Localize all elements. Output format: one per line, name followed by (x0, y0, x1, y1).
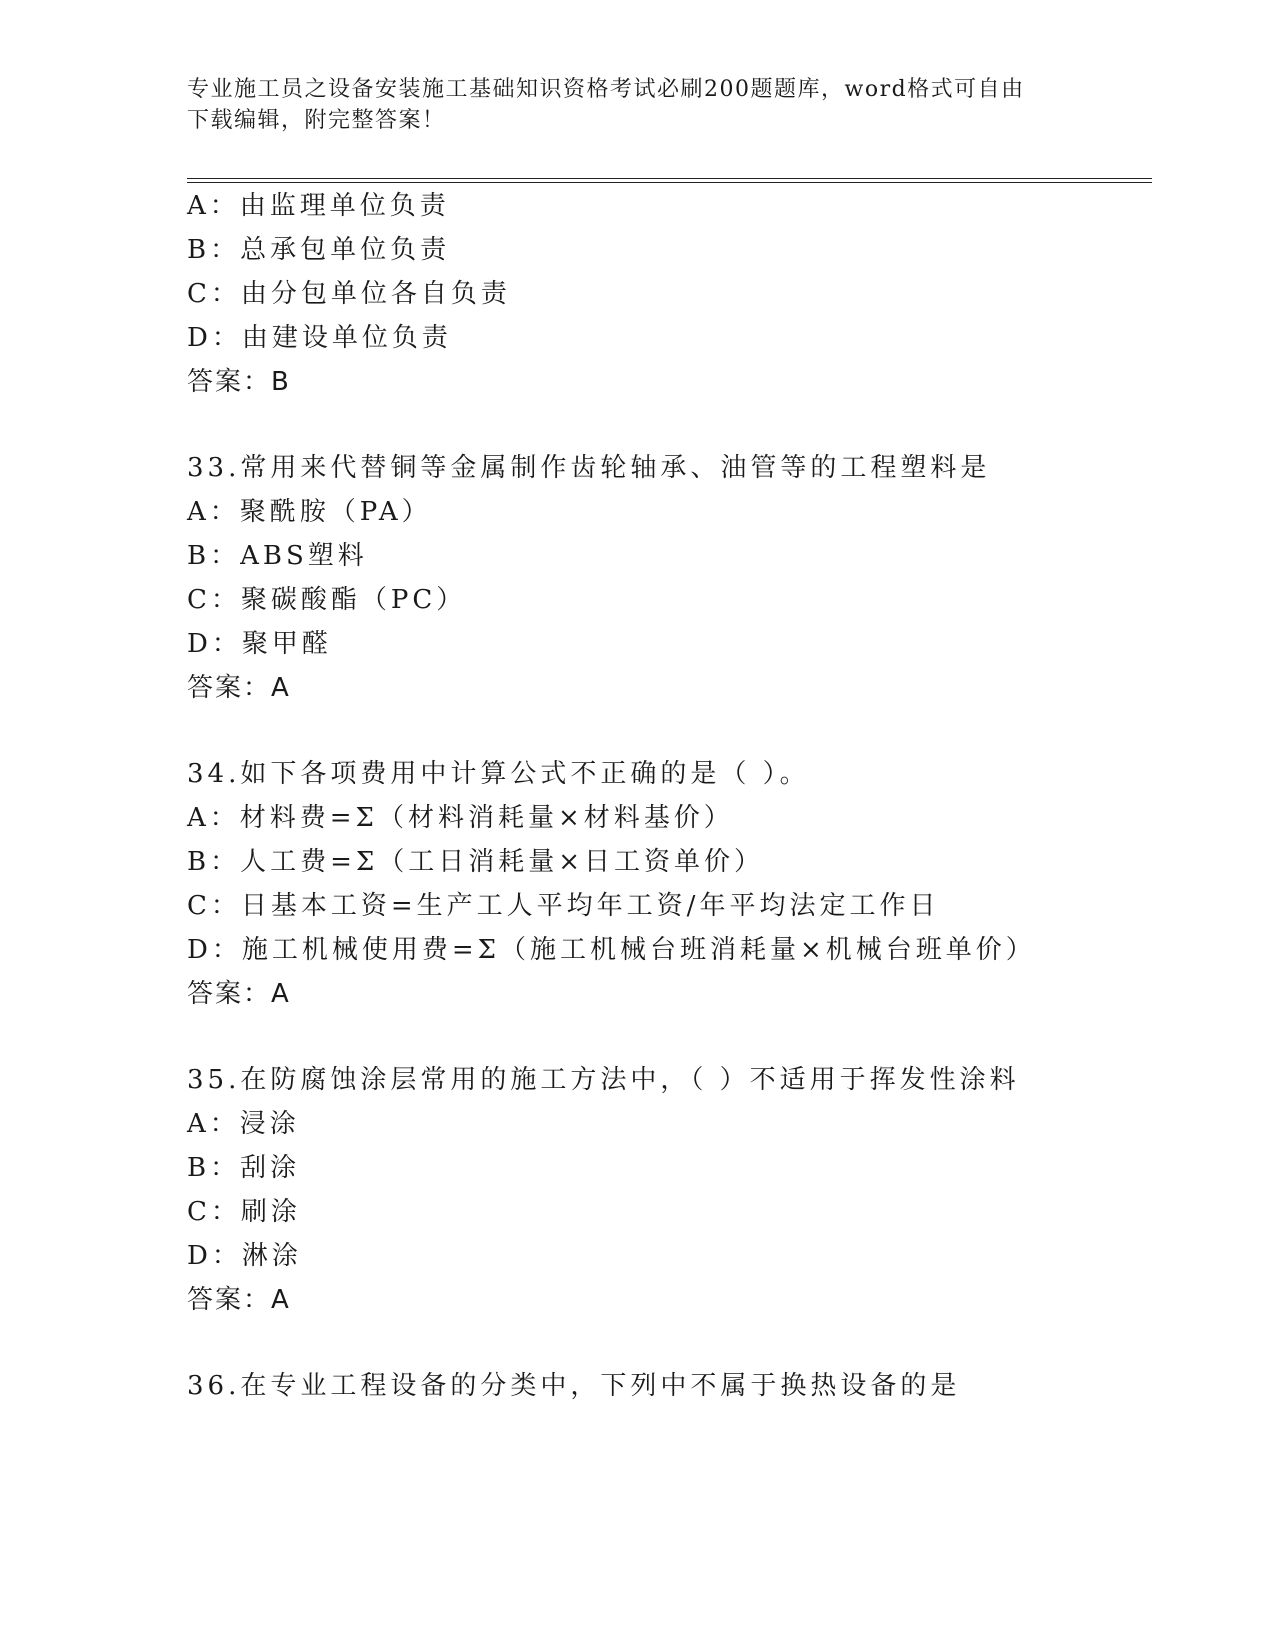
q34-option-b: B：人工费=Σ（工日消耗量×日工资单价） (187, 847, 765, 877)
q34-answer: 答案：A (187, 979, 291, 1009)
q32-answer: 答案：B (187, 367, 291, 397)
q33-option-b: B：ABS塑料 (187, 541, 368, 571)
q35-question: 35.在防腐蚀涂层常用的施工方法中，（ ）不适用于挥发性涂料 (187, 1065, 1020, 1095)
q35-option-b: B：刮涂 (187, 1153, 301, 1183)
q32-option-d: D：由建设单位负责 (187, 323, 452, 353)
header-line-2: 下载编辑，附完整答案！ (187, 108, 446, 133)
q33-option-d: D：聚甲醛 (187, 629, 332, 659)
q32-option-a: A：由监理单位负责 (187, 191, 450, 221)
q32-option-b: B：总承包单位负责 (187, 235, 451, 265)
header-line-1: 专业施工员之设备安装施工基础知识资格考试必刷200题题库，word格式可自由 (187, 77, 1025, 102)
q33-option-a: A：聚酰胺（PA） (187, 497, 432, 527)
q36-question: 36.在专业工程设备的分类中，下列中不属于换热设备的是 (187, 1371, 961, 1401)
q34-option-d: D：施工机械使用费=Σ（施工机械台班消耗量×机械台班单价） (187, 935, 1036, 965)
header-divider-top (187, 178, 1152, 179)
document-header (187, 74, 1087, 136)
q32-option-c: C：由分包单位各自负责 (187, 279, 511, 309)
q35-option-a: A：浸涂 (187, 1109, 300, 1139)
q35-answer: 答案：A (187, 1285, 291, 1315)
q33-option-c: C：聚碳酸酯（PC） (187, 585, 467, 615)
q33-answer: 答案：A (187, 673, 291, 703)
q34-question: 34.如下各项费用中计算公式不正确的是（ ）。 (187, 759, 810, 789)
q34-option-c: C：日基本工资=生产工人平均年工资/年平均法定工作日 (187, 891, 940, 921)
header-divider-bottom (187, 182, 1152, 183)
q33-question: 33.常用来代替铜等金属制作齿轮轴承、油管等的工程塑料是 (187, 453, 991, 483)
q35-option-c: C：刷涂 (187, 1197, 301, 1227)
q35-option-d: D：淋涂 (187, 1241, 302, 1271)
q34-option-a: A：材料费=Σ（材料消耗量×材料基价） (187, 803, 734, 833)
